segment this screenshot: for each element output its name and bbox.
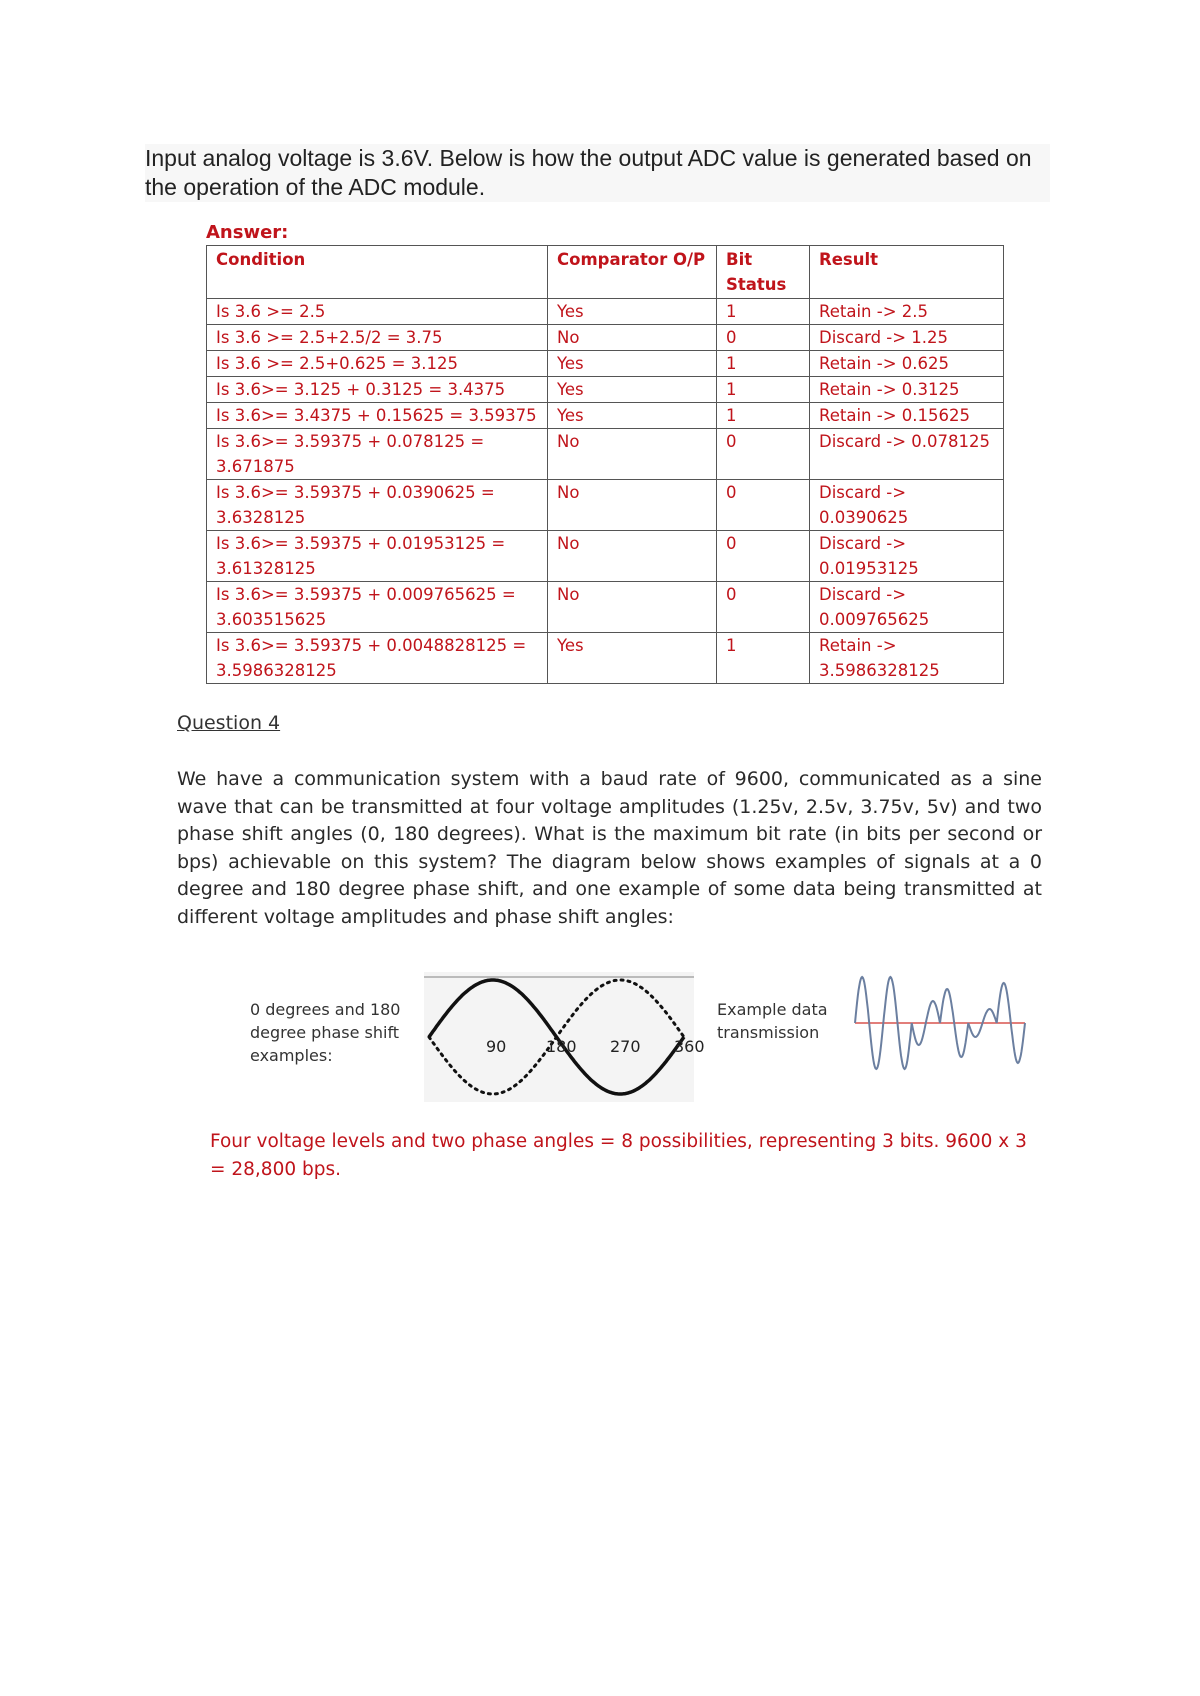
cell-condition: Is 3.6>= 3.125 + 0.3125 = 3.4375 [207, 377, 548, 403]
header-bit-status: Bit Status [717, 246, 810, 299]
question-body: We have a communication system with a baud rate of 9600, communicated as a sine wave that can be transmitted at four voltage amplitudes (1.25v, 2.5v, 3.75v, 5v) and two phase shift angles (0, 180 degrees). What is the maximum bit rate (in bits per second or bps) achievable on this system? The diagram below shows examples of signals at a 0 degree and 180 degree phase shift, and one example of some data being transmitted at different voltage amplitudes and phase shift angles: [177, 768, 1042, 928]
cell-bit: 0 [717, 429, 810, 480]
table-row [207, 403, 1004, 429]
cell-condition: Is 3.6 >= 2.5+2.5/2 = 3.75 [207, 325, 548, 351]
cell-comparator: Yes [548, 403, 717, 429]
cell-result: Retain -> 0.15625 [810, 403, 1004, 429]
cell-result: Retain -> 3.5986328125 [810, 633, 1004, 684]
cell-comparator: Yes [548, 299, 717, 325]
cell-condition: Is 3.6 >= 2.5 [207, 299, 548, 325]
tick-label-180: 180 [546, 1037, 577, 1056]
table-row [207, 351, 1004, 377]
phase-shift-sine-diagram [424, 972, 705, 1102]
cell-condition: Is 3.6>= 3.59375 + 0.0048828125 = 3.5986328125 [207, 633, 548, 684]
cell-result: Discard -> 1.25 [810, 325, 1004, 351]
cell-bit: 1 [717, 633, 810, 684]
cell-comparator: No [548, 429, 717, 480]
cell-result: Discard -> 0.0390625 [810, 480, 1004, 531]
answer-text: Four voltage levels and two phase angles = 8 possibilities, representing 3 bits. 9600 x 3 = 28,800 bps. [210, 1131, 1027, 1180]
cell-condition: Is 3.6>= 3.59375 + 0.0390625 = 3.6328125 [207, 480, 548, 531]
cell-bit: 0 [717, 582, 810, 633]
cell-result: Discard -> 0.078125 [810, 429, 1004, 480]
cell-bit: 1 [717, 377, 810, 403]
table-row [207, 633, 1004, 684]
cell-comparator: No [548, 325, 717, 351]
cell-result: Discard -> 0.009765625 [810, 582, 1004, 633]
tick-label-270: 270 [610, 1037, 641, 1056]
cell-bit: 0 [717, 480, 810, 531]
cell-bit: 1 [717, 299, 810, 325]
adc-steps-table [206, 245, 1004, 684]
cell-condition: Is 3.6>= 3.59375 + 0.01953125 = 3.61328125 [207, 531, 548, 582]
cell-result: Retain -> 0.625 [810, 351, 1004, 377]
cell-condition: Is 3.6 >= 2.5+0.625 = 3.125 [207, 351, 548, 377]
intro-paragraph: Input analog voltage is 3.6V. Below is how the output ADC value is generated based on the operation of the ADC module. [145, 144, 1050, 202]
cell-comparator: Yes [548, 351, 717, 377]
example-transmission-caption: Example data transmission [717, 1000, 828, 1042]
header-result: Result [810, 246, 1004, 299]
cell-condition: Is 3.6>= 3.4375 + 0.15625 = 3.59375 [207, 403, 548, 429]
phase-shift-caption: 0 degrees and 180 degree phase shift examples: [250, 1000, 401, 1065]
cell-comparator: Yes [548, 377, 717, 403]
cell-bit: 0 [717, 531, 810, 582]
tick-label-360: 360 [674, 1037, 705, 1056]
cell-comparator: Yes [548, 633, 717, 684]
table-header-row [207, 246, 1004, 299]
table-row [207, 299, 1004, 325]
cell-result: Retain -> 0.3125 [810, 377, 1004, 403]
header-comparator: Comparator O/P [548, 246, 717, 299]
cell-bit: 0 [717, 325, 810, 351]
table-row [207, 531, 1004, 582]
cell-comparator: No [548, 480, 717, 531]
table-row [207, 480, 1004, 531]
table-row [207, 377, 1004, 403]
header-condition: Condition [207, 246, 548, 299]
cell-comparator: No [548, 531, 717, 582]
answer-label: Answer: [206, 222, 289, 243]
cell-bit: 1 [717, 403, 810, 429]
example-transmission-wave [855, 970, 1025, 1080]
tick-label-90: 90 [486, 1037, 507, 1056]
cell-result: Discard -> 0.01953125 [810, 531, 1004, 582]
cell-condition: Is 3.6>= 3.59375 + 0.009765625 = 3.603515625 [207, 582, 548, 633]
cell-bit: 1 [717, 351, 810, 377]
table-row [207, 429, 1004, 480]
table-row [207, 325, 1004, 351]
cell-result: Retain -> 2.5 [810, 299, 1004, 325]
question-title: Question 4 [177, 712, 281, 734]
table-row [207, 582, 1004, 633]
cell-comparator: No [548, 582, 717, 633]
cell-condition: Is 3.6>= 3.59375 + 0.078125 = 3.671875 [207, 429, 548, 480]
